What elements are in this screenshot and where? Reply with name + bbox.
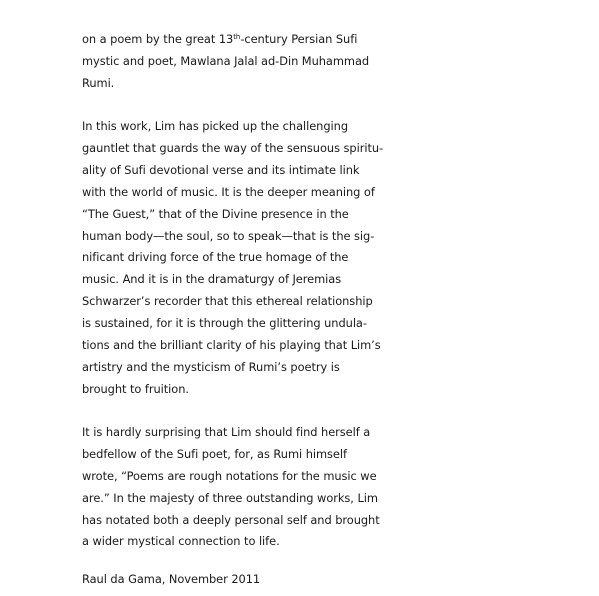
paragraph-2 <box>82 116 382 400</box>
text-line: a wider mystical connection to life. <box>82 534 280 549</box>
text-run: -century Persian Sufi <box>240 32 358 46</box>
paragraph-1 <box>82 29 382 95</box>
text-line: wrote, “Poems are rough notations for the music we <box>82 468 377 483</box>
paragraph-spacer <box>82 95 382 117</box>
text-line: “The Guest,” that of the Divine presence in the <box>82 206 349 221</box>
text-line: mystic and poet, Mawlana Jalal ad-Din Muhammad <box>82 53 370 68</box>
paragraph-3 <box>82 422 382 553</box>
text-line: artistry and the mysticism of Rumi’s poetry is <box>82 359 340 374</box>
text-line: gauntlet that guards the way of the sensuous spiritu- <box>82 141 384 156</box>
text-line: In this work, Lim has picked up the challenging <box>82 119 348 134</box>
text-line: ality of Sufi devotional verse and its intimate link <box>82 163 360 178</box>
text-line: tions and the brilliant clarity of his playing that Lim’s <box>82 337 381 352</box>
text-column <box>82 29 382 591</box>
text-line: is sustained, for it is through the glittering undula- <box>82 315 367 330</box>
text-line: bedfellow of the Sufi poet, for, as Rumi himself <box>82 447 347 462</box>
text-line: It is hardly surprising that Lim should find herself a <box>82 425 371 440</box>
text-line <box>82 29 382 51</box>
text-line: human body—the soul, so to speak—that is the sig- <box>82 228 375 243</box>
text-line: Schwarzer’s recorder that this ethereal relationship <box>82 294 373 309</box>
text-line: music. And it is in the dramaturgy of Jeremias <box>82 272 342 287</box>
paragraph-spacer <box>82 400 382 422</box>
superscript-ordinal: th <box>233 33 241 41</box>
text-line: has notated both a deeply personal self and brought <box>82 512 380 527</box>
text-run: on a poem by the great 13 <box>82 32 234 46</box>
text-line: with the world of music. It is the deeper meaning of <box>82 184 375 199</box>
text-line: Rumi. <box>82 75 115 90</box>
signature-spacer <box>82 553 382 569</box>
signature: Raul da Gama, November 2011 <box>82 572 261 587</box>
text-line: brought to fruition. <box>82 381 189 396</box>
text-line: are.” In the majesty of three outstanding works, Lim <box>82 490 378 505</box>
text-line: nificant driving force of the true homage of the <box>82 250 349 265</box>
